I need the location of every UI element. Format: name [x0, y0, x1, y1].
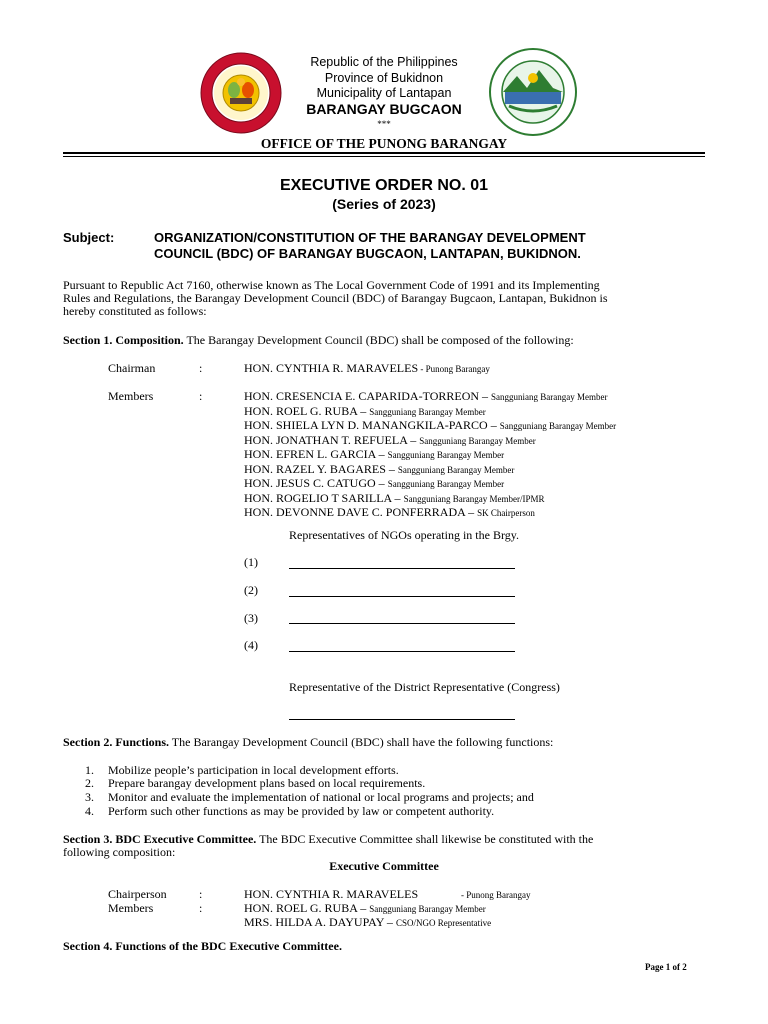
member-name: HON. ROEL G. RUBA –: [244, 403, 370, 418]
committee-members-colon: :: [199, 901, 203, 915]
functions-text: Mobilize people’s participation in local development efforts.: [108, 763, 399, 777]
member-item: [244, 463, 616, 478]
header-rule-thin: [63, 156, 705, 157]
section-2-paragraph: [63, 736, 553, 750]
ngo-item-number: (4): [244, 638, 258, 652]
office-title: OFFICE OF THE PUNONG BARANGAY: [260, 136, 508, 151]
member-role: Sangguniang Barangay Member: [369, 406, 486, 417]
ngo-blank-line: [289, 623, 515, 624]
chairman-role: - Punong Barangay: [418, 364, 490, 374]
members-colon: :: [199, 389, 203, 403]
member-name: HON. ROEL G. RUBA –: [244, 901, 370, 915]
member-name: HON. DEVONNE DAVE C. PONFERRADA –: [244, 505, 478, 519]
chairperson-role: - Punong Barangay: [461, 890, 531, 900]
section-1-text: The Barangay Development Council (BDC) shall be composed of the following:: [183, 333, 574, 347]
document-series: (Series of 2023): [332, 196, 436, 212]
section-2-text: The Barangay Development Council (BDC) shall have the following functions:: [169, 735, 554, 749]
subject-label: Subject:: [63, 230, 115, 245]
member-role: Sangguniang Barangay Member: [387, 450, 505, 460]
member-item: [244, 506, 616, 521]
member-role: CSO/NGO Representative: [395, 918, 492, 928]
header-line-3: Municipality of Lantapan: [316, 86, 452, 100]
ngo-item-number: (1): [244, 555, 258, 569]
member-role: Sangguniang Barangay Member: [369, 904, 486, 914]
member-role: Sangguniang Barangay Member: [499, 421, 617, 431]
committee-member-item: [244, 916, 491, 931]
section-3-heading: Section 3. BDC Executive Committee.: [63, 832, 257, 846]
ngo-item-number: (2): [244, 583, 258, 597]
member-name: HON. JESUS C. CATUGO –: [244, 476, 388, 490]
subject-line-1: ORGANIZATION/CONSTITUTION OF THE BARANGAY DEVELOPMENT: [154, 230, 586, 245]
member-name: HON. SHIELA LYN D. MANANGKILA-PARCO –: [244, 418, 500, 432]
district-rep-blank-line: [289, 719, 515, 720]
member-item: [244, 390, 616, 405]
chairperson-label: Chairperson: [108, 887, 167, 901]
member-name: MRS. HILDA A. DAYUPAY –: [244, 915, 396, 929]
chairman-colon: :: [199, 361, 203, 375]
section-1-heading: Section 1. Composition.: [63, 333, 184, 347]
header-line-1: Republic of the Philippines: [310, 55, 458, 69]
member-role: Sangguniang Barangay Member: [387, 479, 505, 489]
executive-committee-title: Executive Committee: [329, 859, 439, 873]
member-item: [244, 477, 616, 492]
member-item: [244, 419, 616, 434]
members-list: [244, 390, 616, 521]
members-label: Members: [108, 389, 154, 403]
member-item: [244, 434, 616, 449]
subject-line-2: COUNCIL (BDC) OF BARANGAY BUGCAON, LANTAPAN, BUKIDNON.: [154, 246, 581, 261]
intro-line-3: hereby constituted as follows:: [63, 304, 207, 318]
header-rule-thick: [63, 152, 705, 154]
district-rep-label: Representative of the District Representative (Congress): [289, 680, 560, 694]
functions-number: 1.: [85, 763, 94, 777]
page-number: Page 1 of 2: [645, 962, 687, 972]
intro-line-1: Pursuant to Republic Act 7160, otherwise known as The Local Government Code of 1991 and its Implementing: [63, 278, 600, 292]
functions-text: Prepare barangay development plans based on local requirements.: [108, 776, 426, 790]
header-line-2: Province of Bukidnon: [324, 71, 444, 85]
chairman-name: HON. CYNTHIA R. MARAVELES: [244, 361, 419, 375]
committee-members-label: Members: [108, 901, 154, 915]
member-item: [244, 448, 616, 463]
functions-text: Perform such other functions as may be provided by law or competent authority.: [108, 804, 495, 818]
document-title: EXECUTIVE ORDER NO. 01: [279, 177, 489, 194]
member-role: Sangguniang Barangay Member: [491, 392, 608, 402]
member-role: Sangguniang Barangay Member: [419, 435, 536, 446]
member-name: HON. ROGELIO T SARILLA –: [244, 490, 404, 505]
left-seal: [200, 52, 282, 134]
functions-number: 3.: [85, 790, 94, 804]
member-name: HON. CRESENCIA E. CAPARIDA-TORREON –: [244, 389, 492, 403]
chairman-label: Chairman: [108, 361, 156, 375]
section-1-paragraph: [63, 334, 574, 348]
header-stars: ***: [377, 119, 391, 129]
section-3-text-line-2: following composition:: [63, 845, 176, 859]
member-role: Sangguniang Barangay Member: [397, 464, 515, 475]
member-item: [244, 492, 616, 507]
section-4-heading: Section 4. Functions of the BDC Executive Committee.: [63, 939, 342, 953]
functions-text: Monitor and evaluate the implementation of national or local programs and projects; and: [108, 790, 534, 804]
member-role: SK Chairperson: [477, 508, 535, 518]
ngo-blank-line: [289, 568, 515, 569]
functions-number: 2.: [85, 776, 94, 790]
ngo-heading: Representatives of NGOs operating in the Brgy.: [289, 528, 519, 542]
ngo-blank-line: [289, 651, 515, 652]
right-seal: [489, 48, 577, 136]
section-3-text: The BDC Executive Committee shall likewise be constituted with the: [256, 832, 594, 846]
ngo-item-number: (3): [244, 611, 258, 625]
chairperson-colon: :: [199, 887, 203, 901]
member-name: HON. JONATHAN T. REFUELA –: [244, 432, 420, 447]
chairperson-name: HON. CYNTHIA R. MARAVELES: [244, 887, 419, 901]
section-2-heading: Section 2. Functions.: [63, 735, 170, 749]
header-barangay: BARANGAY BUGCAON: [306, 101, 462, 117]
member-name: HON. EFREN L. GARCIA –: [244, 447, 388, 461]
intro-line-2: Rules and Regulations, the Barangay Development Council (BDC) of Barangay Bugcaon, Lantapan, Bukidnon is: [63, 291, 608, 305]
ngo-blank-line: [289, 596, 515, 597]
member-item: [244, 405, 616, 420]
chairman-entry: [244, 362, 490, 377]
member-name: HON. RAZEL Y. BAGARES –: [244, 461, 398, 476]
member-role: Sangguniang Barangay Member/IPMR: [403, 493, 545, 504]
functions-number: 4.: [85, 804, 94, 818]
